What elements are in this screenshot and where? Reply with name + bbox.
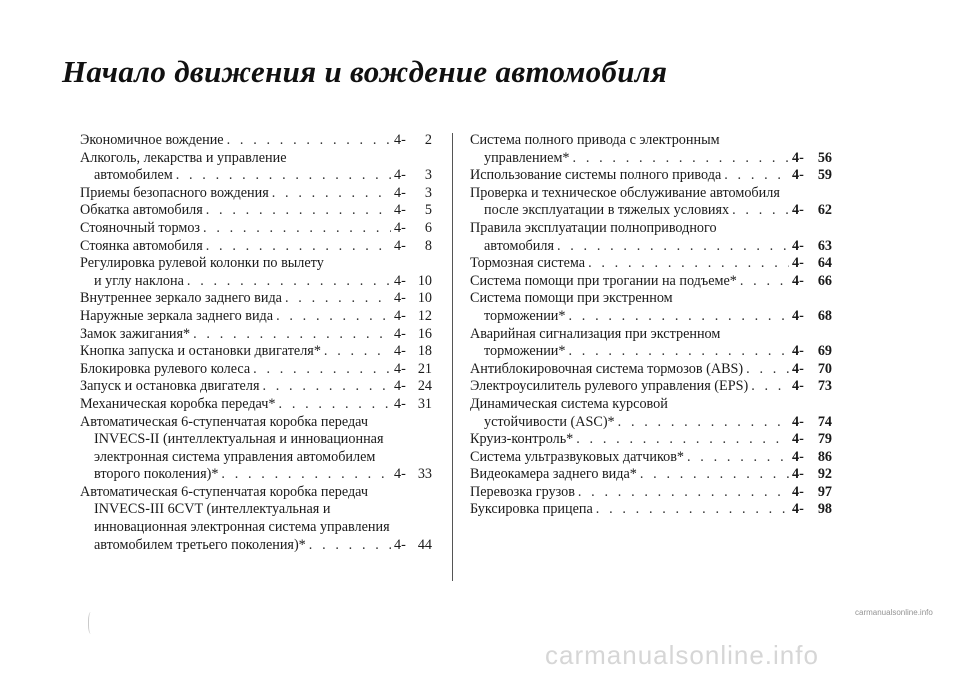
toc-section-number: 4- [394, 466, 406, 483]
toc-page-ref [394, 290, 432, 308]
toc-page-number: 73 [817, 378, 832, 395]
toc-page-number: 74 [817, 413, 832, 430]
toc-entry[interactable] [80, 150, 432, 185]
toc-section-number: 4- [394, 132, 406, 148]
toc-entry-title: Тормозная система [470, 255, 586, 272]
paper-mark [88, 612, 95, 634]
toc-leader-dots [576, 431, 789, 449]
toc-entry-title: Приемы безопасного вождения [80, 184, 269, 201]
toc-section-number: 4- [792, 431, 804, 448]
toc-leader-dots [596, 501, 789, 519]
toc-leader-dots [569, 343, 790, 361]
toc-page-number: 24 [417, 378, 432, 395]
toc-page-number: 3 [424, 184, 432, 201]
toc-entry-title: Система ультразвуковых датчиков* [470, 448, 685, 465]
toc-entry-title: Электроусилитель рулевого управления (EPS) [470, 378, 749, 395]
toc-entry-line: INVECS-III 6CVT (интеллектуальная и [94, 501, 331, 518]
watermark: carmanualsonline.info [545, 640, 819, 670]
toc-entry-title: второго поколения)* [94, 466, 219, 483]
toc-section-number: 4- [394, 272, 406, 289]
toc-page-ref [792, 378, 832, 396]
toc-leader-dots [176, 167, 391, 185]
toc-leader-dots [187, 273, 391, 291]
toc-entry-title: автомобилем третьего поколения)* [94, 536, 306, 553]
toc-entry[interactable] [80, 290, 432, 308]
toc-page-number: 10 [417, 272, 432, 289]
toc-leader-dots [578, 484, 789, 502]
toc-entry[interactable] [80, 220, 432, 238]
toc-leader-dots [732, 202, 789, 220]
toc-leader-dots [588, 255, 789, 273]
toc-entry-title: Запуск и остановка двигателя [80, 378, 260, 395]
toc-page-number: 56 [817, 149, 832, 166]
toc-entry-title: Перевозка грузов [470, 483, 575, 500]
toc-page-ref [792, 308, 832, 326]
toc-page-number: 98 [817, 501, 832, 518]
toc-entry-title: автомобиля [484, 237, 554, 254]
toc-page-number: 5 [424, 202, 432, 219]
toc-page-ref [394, 378, 432, 396]
toc-entry[interactable] [80, 484, 432, 554]
toc-leader-dots [227, 132, 391, 150]
toc-page-ref [394, 132, 432, 150]
toc-entry[interactable] [80, 132, 432, 150]
toc-entry-line: Автоматическая 6-ступенчатая коробка передач [80, 413, 369, 430]
toc-page-ref [792, 202, 832, 220]
toc-section-number: 4- [792, 413, 804, 430]
toc-page-number: 70 [817, 360, 832, 377]
toc-entry[interactable] [470, 167, 832, 185]
toc-entry-line: Автоматическая 6-ступенчатая коробка передач [80, 483, 369, 500]
toc-section-number: 4- [792, 272, 804, 289]
toc-page-ref [792, 167, 832, 185]
toc-section-number: 4- [394, 167, 406, 184]
toc-entry[interactable] [80, 396, 432, 414]
toc-page-ref [792, 343, 832, 361]
toc-entry-line: Система полного привода с электронным [470, 132, 720, 148]
page-title: Начало движения и вождение автомобиля [62, 54, 668, 89]
toc-page-ref [792, 431, 832, 449]
toc-entry[interactable] [470, 396, 832, 431]
toc-left-column [80, 132, 432, 554]
toc-entry-line: Динамическая система курсовой [470, 395, 668, 412]
toc-entry-title: Использование системы полного привода [470, 167, 722, 184]
toc-leader-dots [221, 466, 391, 484]
toc-entry[interactable] [80, 202, 432, 220]
toc-leader-dots [206, 202, 391, 220]
toc-section-number: 4- [792, 360, 804, 377]
toc-page-ref [394, 361, 432, 379]
toc-page-number: 6 [424, 219, 432, 236]
toc-entry-title: и углу наклона [94, 272, 184, 289]
toc-page-ref [394, 537, 432, 555]
toc-entry[interactable] [470, 378, 832, 396]
toc-leader-dots [253, 361, 391, 379]
toc-section-number: 4- [792, 378, 804, 395]
toc-entry-line: Правила эксплуатации полноприводного [470, 219, 717, 236]
toc-entry-title: торможении* [484, 343, 566, 360]
toc-section-number: 4- [394, 290, 406, 307]
toc-entry-line: Проверка и техническое обслуживание автомобиля [470, 184, 780, 201]
toc-leader-dots [276, 308, 391, 326]
toc-entry[interactable] [470, 484, 832, 502]
toc-section-number: 4- [394, 536, 406, 553]
toc-section-number: 4- [792, 202, 804, 219]
toc-page-number: 44 [417, 536, 432, 553]
toc-section-number: 4- [394, 237, 406, 254]
toc-leader-dots [309, 537, 391, 555]
toc-entry-line: электронная система управления автомобилем [94, 448, 376, 465]
toc-entry-line: INVECS-II (интеллектуальная и инновационная [94, 431, 384, 448]
toc-page-ref [394, 466, 432, 484]
toc-entry-title: Буксировка прицепа [470, 501, 593, 518]
toc-section-number: 4- [394, 184, 406, 201]
toc-section-number: 4- [792, 237, 804, 254]
toc-section-number: 4- [792, 255, 804, 272]
watermark-small: carmanualsonline.info [855, 608, 933, 617]
toc-page-number: 59 [817, 167, 832, 184]
toc-entry[interactable] [470, 449, 832, 467]
toc-leader-dots [618, 414, 789, 432]
toc-page-number: 2 [424, 132, 432, 148]
toc-entry-title: Антиблокировочная система тормозов (ABS) [470, 360, 744, 377]
toc-entry-title: Кнопка запуска и остановки двигателя* [80, 343, 321, 360]
toc-leader-dots [640, 466, 789, 484]
toc-leader-dots [203, 220, 391, 238]
toc-page-ref [394, 185, 432, 203]
toc-page-ref [792, 238, 832, 256]
toc-leader-dots [272, 185, 391, 203]
toc-entry[interactable] [470, 255, 832, 273]
column-divider [452, 133, 453, 581]
toc-entry-title: Замок зажигания* [80, 325, 191, 342]
toc-entry[interactable] [470, 185, 832, 220]
toc-entry[interactable] [470, 273, 832, 291]
toc-entry-title: Внутреннее зеркало заднего вида [80, 290, 282, 307]
toc-entry[interactable] [80, 343, 432, 361]
toc-entry-title: Стояночный тормоз [80, 219, 201, 236]
toc-section-number: 4- [792, 483, 804, 500]
toc-entry-line: Алкоголь, лекарства и управление [80, 149, 287, 166]
toc-entry[interactable] [470, 290, 832, 325]
toc-entry[interactable] [470, 361, 832, 379]
toc-section-number: 4- [792, 307, 804, 324]
toc-entry[interactable] [80, 361, 432, 379]
toc-page-ref [394, 396, 432, 414]
toc-page-number: 8 [424, 237, 432, 254]
toc-entry-title: автомобилем [94, 167, 173, 184]
toc-page-number: 97 [817, 483, 832, 500]
toc-page-ref [792, 484, 832, 502]
toc-page-ref [394, 326, 432, 344]
toc-page-number: 31 [417, 395, 432, 412]
toc-entry[interactable] [80, 238, 432, 256]
toc-page-number: 63 [817, 237, 832, 254]
toc-entry-title: Экономичное вождение [80, 132, 224, 148]
toc-page-number: 92 [817, 466, 832, 483]
toc-page-ref [394, 238, 432, 256]
toc-entry[interactable] [470, 132, 832, 167]
toc-section-number: 4- [394, 202, 406, 219]
toc-section-number: 4- [394, 325, 406, 342]
toc-entry[interactable] [470, 501, 832, 519]
toc-page-number: 62 [817, 202, 832, 219]
toc-entry-line: Система помощи при экстренном [470, 290, 673, 307]
toc-page-ref [792, 449, 832, 467]
toc-entry[interactable] [470, 431, 832, 449]
toc-entry[interactable] [80, 185, 432, 203]
toc-page-number: 12 [417, 307, 432, 324]
toc-section-number: 4- [792, 501, 804, 518]
toc-leader-dots [724, 167, 789, 185]
toc-right-column [470, 132, 832, 519]
toc-page-number: 3 [424, 167, 432, 184]
toc-page-number: 64 [817, 255, 832, 272]
toc-section-number: 4- [394, 360, 406, 377]
toc-leader-dots [279, 396, 391, 414]
toc-page-number: 68 [817, 307, 832, 324]
toc-section-number: 4- [792, 167, 804, 184]
toc-entry[interactable] [80, 326, 432, 344]
toc-entry-title: Обкатка автомобиля [80, 202, 203, 219]
toc-leader-dots [262, 378, 391, 396]
toc-page-number: 86 [817, 448, 832, 465]
toc-entry-title: устойчивости (ASC)* [484, 413, 615, 430]
toc-page-number: 66 [817, 272, 832, 289]
toc-entry-title: Механическая коробка передач* [80, 395, 276, 412]
toc-entry[interactable] [80, 378, 432, 396]
toc-entry[interactable] [80, 255, 432, 290]
toc-page-ref [792, 273, 832, 291]
toc-entry[interactable] [470, 220, 832, 255]
toc-entry-title: после эксплуатации в тяжелых условиях [484, 202, 730, 219]
toc-entry-title: торможении* [484, 307, 566, 324]
toc-page-number: 16 [417, 325, 432, 342]
toc-page-ref [394, 202, 432, 220]
toc-section-number: 4- [394, 378, 406, 395]
toc-leader-dots [740, 273, 789, 291]
toc-entry[interactable] [80, 414, 432, 484]
toc-leader-dots [569, 308, 790, 326]
toc-page-ref [792, 150, 832, 168]
toc-leader-dots [746, 361, 789, 379]
toc-entry-title: Система помощи при трогании на подъеме* [470, 272, 737, 289]
toc-leader-dots [687, 449, 789, 467]
toc-leader-dots [193, 326, 391, 344]
toc-leader-dots [285, 290, 391, 308]
toc-section-number: 4- [394, 343, 406, 360]
toc-entry[interactable] [80, 308, 432, 326]
toc-entry-title: Блокировка рулевого колеса [80, 360, 251, 377]
toc-page-number: 69 [817, 343, 832, 360]
toc-entry-title: Видеокамера заднего вида* [470, 466, 637, 483]
toc-leader-dots [573, 150, 789, 168]
toc-section-number: 4- [792, 448, 804, 465]
toc-section-number: 4- [792, 343, 804, 360]
toc-section-number: 4- [394, 219, 406, 236]
toc-page-ref [792, 255, 832, 273]
toc-page-ref [394, 167, 432, 185]
toc-entry-line: Регулировка рулевой колонки по вылету [80, 255, 324, 272]
toc-page-ref [792, 414, 832, 432]
toc-section-number: 4- [792, 466, 804, 483]
toc-page-number: 21 [417, 360, 432, 377]
toc-page-number: 18 [417, 343, 432, 360]
toc-page-ref [394, 220, 432, 238]
toc-entry[interactable] [470, 466, 832, 484]
toc-section-number: 4- [792, 149, 804, 166]
toc-leader-dots [751, 378, 789, 396]
toc-entry-line: инновационная электронная система управления [94, 519, 390, 536]
toc-leader-dots [206, 238, 391, 256]
toc-page-ref [792, 466, 832, 484]
toc-page-ref [394, 273, 432, 291]
toc-page-number: 33 [417, 466, 432, 483]
toc-page-number: 10 [417, 290, 432, 307]
toc-page-ref [394, 343, 432, 361]
toc-entry-title: Наружные зеркала заднего вида [80, 307, 274, 324]
toc-page-ref [394, 308, 432, 326]
toc-entry-line: Аварийная сигнализация при экстренном [470, 325, 721, 342]
toc-page-ref [792, 501, 832, 519]
toc-page-number: 79 [817, 431, 832, 448]
toc-section-number: 4- [394, 395, 406, 412]
toc-entry[interactable] [470, 326, 832, 361]
toc-entry-title: Стоянка автомобиля [80, 237, 203, 254]
toc-leader-dots [557, 238, 789, 256]
toc-leader-dots [324, 343, 391, 361]
toc-section-number: 4- [394, 307, 406, 324]
toc-page-ref [792, 361, 832, 379]
toc-entry-title: управлением* [484, 149, 570, 166]
toc-entry-title: Круиз-контроль* [470, 431, 574, 448]
